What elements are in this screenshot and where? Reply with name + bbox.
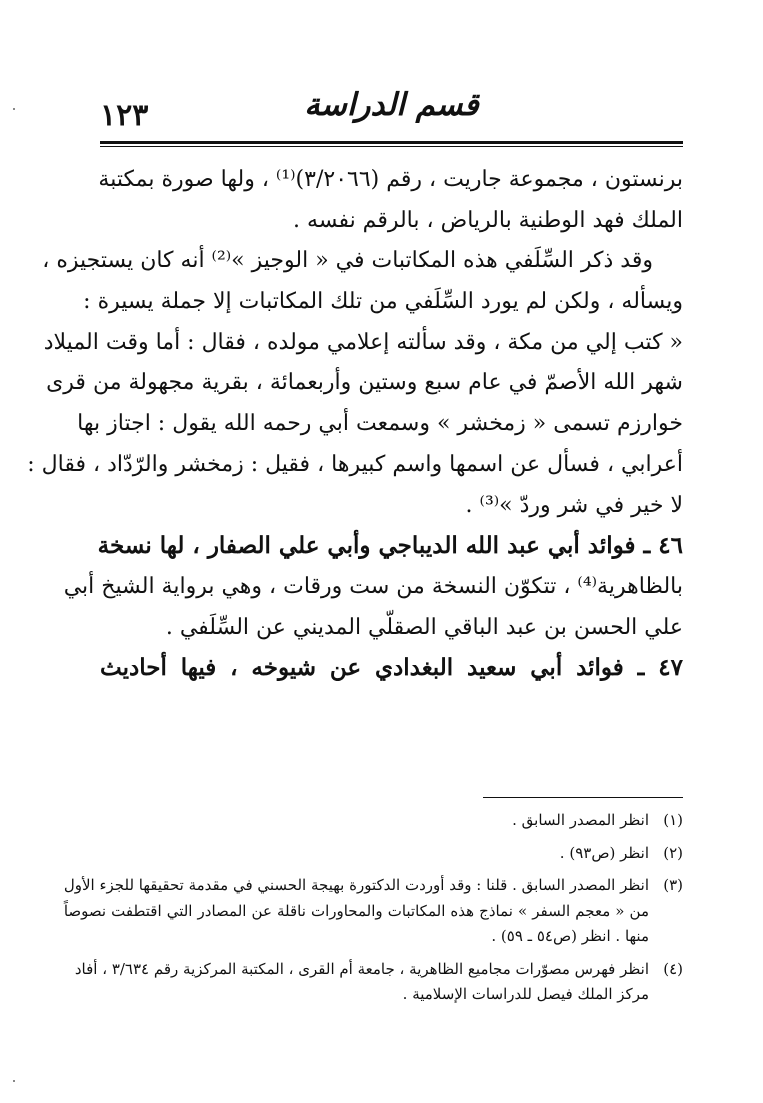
entry-46-heading: ٤٦ ـ فوائد أبي عبد الله الديباجي وأبي علي الصفار ، لها نسخة	[97, 532, 683, 560]
footnote-line: مركز الملك فيصل للدراسات الإسلامية .	[402, 985, 649, 1003]
footnote-marker: (٤)	[663, 959, 683, 978]
header-rule	[100, 141, 683, 144]
body-line: « كتب إلي من مكة ، وقد سألته إعلامي مولده ، فقال : أما وقت الميلاد	[43, 329, 683, 355]
footnote-marker: (١)	[663, 811, 683, 829]
footnote-text	[75, 957, 649, 1008]
body-line: لا خير في شر وردّ »⁽³⁾ .	[465, 492, 683, 518]
body-line: بالظاهرية⁽⁴⁾ ، تتكوّن النسخة من ست ورقات ، وهي برواية الشيخ أبي	[63, 573, 683, 599]
footnote-line: انظر (ص٩٣) .	[559, 843, 649, 862]
footnote-line: من « معجم السفر » نماذج هذه المكاتبات والمحاورات ناقلة عن المصادر التي اقتطفت نصوصاً	[63, 901, 649, 920]
footnote-separator	[483, 797, 683, 798]
page-number: ١٢٣	[100, 98, 149, 133]
body-line: أعرابي ، فسأل عن اسمها واسم كبيرها ، فقيل : زمخشر والرّدّاد ، فقال :	[27, 451, 683, 477]
footnote-line: انظر المصدر السابق .	[512, 811, 649, 829]
footnote-text	[64, 873, 649, 950]
page-header	[100, 86, 683, 144]
footnote-2	[100, 841, 683, 867]
footnote-line: انظر فهرس مصوّرات مجاميع الظاهرية ، جامعة أم القرى ، المكتبة المركزية رقم ٣/٦٣٤ ، أفاد	[74, 959, 649, 978]
body-line: ويسأله ، ولكن لم يورد السِّلَفي من تلك المكاتبات إلا جملة يسيرة :	[83, 289, 683, 315]
footnote-line: منها . انظر (ص٥٤ ـ ٥٩) .	[491, 927, 649, 945]
footnote-line: انظر المصدر السابق . قلنا : وقد أوردت الدكتورة بهيجة الحسني في مقدمة تحقيقها للجزء الأول	[63, 876, 649, 894]
running-title: قسم الدراسة	[304, 87, 479, 123]
scan-speck	[13, 108, 15, 110]
main-text	[27, 160, 683, 689]
body-line: الملك فهد الوطنية بالرياض ، بالرقم نفسه .	[293, 207, 683, 233]
footnote-marker: (٣)	[663, 876, 683, 894]
body-line: شهر الله الأصمّ في عام سبع وستين وأربعمائة ، بقرية مجهولة من قرى	[46, 370, 683, 396]
body-line: برنستون ، مجموعة جاريت ، رقم (٣/٢٠٦٦)⁽¹⁾ ، ولها صورة بمكتبة	[98, 167, 683, 192]
entry-47-heading: ٤٧ ـ فوائد أبي سعيد البغدادي عن شيوخه ، فيها أحاديث	[100, 654, 683, 682]
footnote-text	[100, 808, 649, 834]
body-line: علي الحسن بن عبد الباقي الصقلّي المديني عن السِّلَفي .	[165, 614, 683, 640]
header-rule-thin	[100, 146, 683, 147]
footnote-marker: (٢)	[663, 843, 683, 862]
body-line: وقد ذكر السِّلَفي هذه المكاتبات في « الوجيز »⁽²⁾ أنه كان يستجيزه ،	[42, 248, 653, 274]
footnote-3	[63, 873, 683, 950]
footnote-1	[100, 808, 683, 834]
body-line: خوارزم تسمى « زمخشر » وسمعت أبي رحمه الله يقول : اجتاز بها	[77, 411, 683, 437]
footnotes	[63, 808, 683, 1015]
scan-speck	[13, 1080, 15, 1082]
footnote-text	[100, 841, 649, 867]
footnote-4	[74, 957, 683, 1008]
